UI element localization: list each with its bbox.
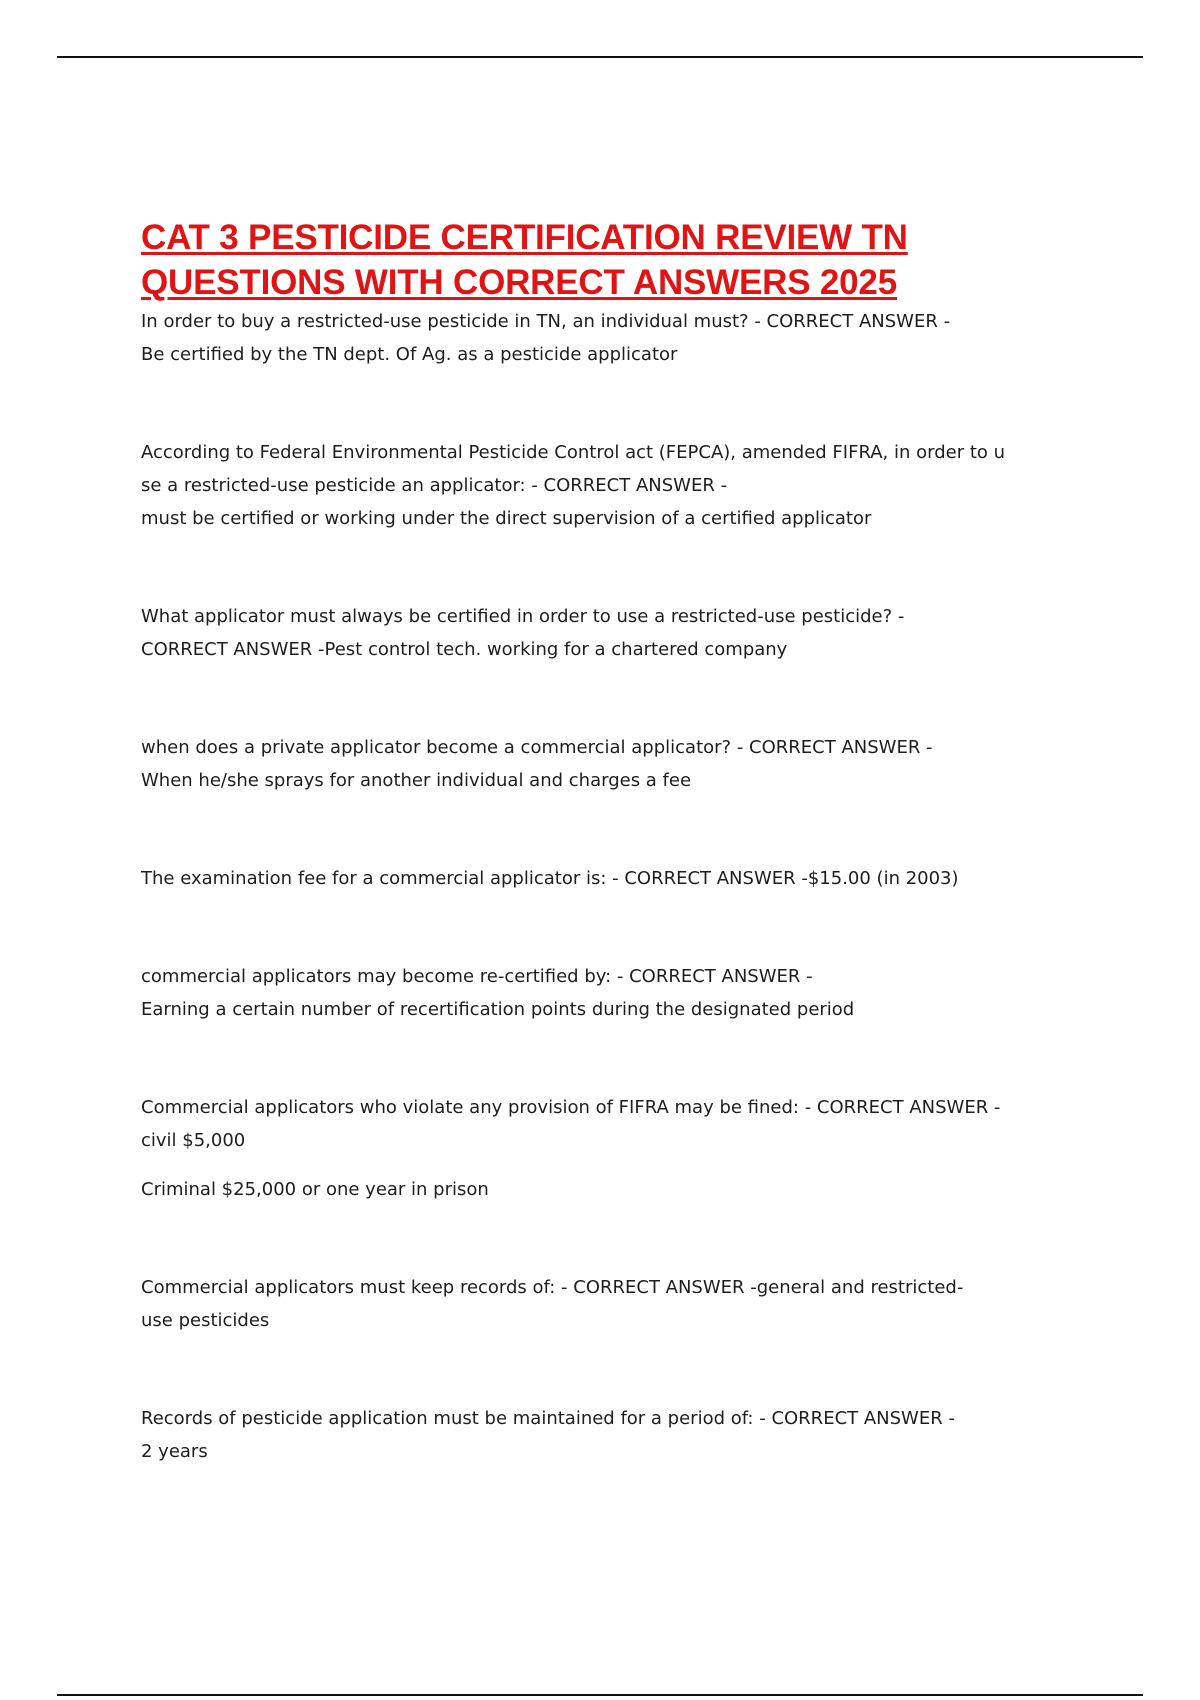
qa-item xyxy=(141,305,1071,371)
qa-item xyxy=(141,960,1071,1026)
document-title xyxy=(141,215,1071,305)
qa-item xyxy=(141,1271,1071,1337)
qa-text: Records of pesticide application must be maintained for a period of: - CORRECT ANSWER - 2 years xyxy=(141,1408,955,1462)
qa-item xyxy=(141,862,1071,895)
qa-text: According to Federal Environmental Pesticide Control act (FEPCA), amended FIFRA, in order to u se a restricted-use pesticide an applicator: - CORRECT ANSWER - must be certified or working under the direct supervision of a certified applicator xyxy=(141,442,1006,529)
qa-item xyxy=(141,436,1071,535)
qa-item xyxy=(141,600,1071,666)
qa-item xyxy=(141,1091,1071,1206)
qa-text: commercial applicators may become re-certified by: - CORRECT ANSWER - Earning a certain number of recertification points during the designated period xyxy=(141,966,855,1020)
top-divider xyxy=(57,56,1143,58)
qa-text: What applicator must always be certified in order to use a restricted-use pesticide? - CORRECT ANSWER -Pest control tech. working for a chartered company xyxy=(141,606,905,660)
qa-text: Commercial applicators who violate any provision of FIFRA may be fined: - CORRECT ANSWER - civil $5,000 xyxy=(141,1097,1001,1151)
qa-item xyxy=(141,731,1071,797)
qa-extra-text: Criminal $25,000 or one year in prison xyxy=(141,1179,489,1200)
qa-text: The examination fee for a commercial applicator is: - CORRECT ANSWER -$15.00 (in 2003) xyxy=(141,868,959,889)
title-line-1: CAT 3 PESTICIDE CERTIFICATION REVIEW TN xyxy=(141,218,908,257)
document-body xyxy=(141,215,1071,1468)
qa-text: In order to buy a restricted-use pesticide in TN, an individual must? - CORRECT ANSWER - Be certified by the TN dept. Of Ag. as a pesticide applicator xyxy=(141,311,951,365)
qa-text: when does a private applicator become a commercial applicator? - CORRECT ANSWER - When he/she sprays for another individual and charges a fee xyxy=(141,737,933,791)
qa-text: Commercial applicators must keep records of: - CORRECT ANSWER -general and restricted- use pesticides xyxy=(141,1277,964,1331)
title-line-2: QUESTIONS WITH CORRECT ANSWERS 2025 xyxy=(141,263,897,302)
bottom-divider xyxy=(57,1694,1143,1696)
qa-item xyxy=(141,1402,1071,1468)
